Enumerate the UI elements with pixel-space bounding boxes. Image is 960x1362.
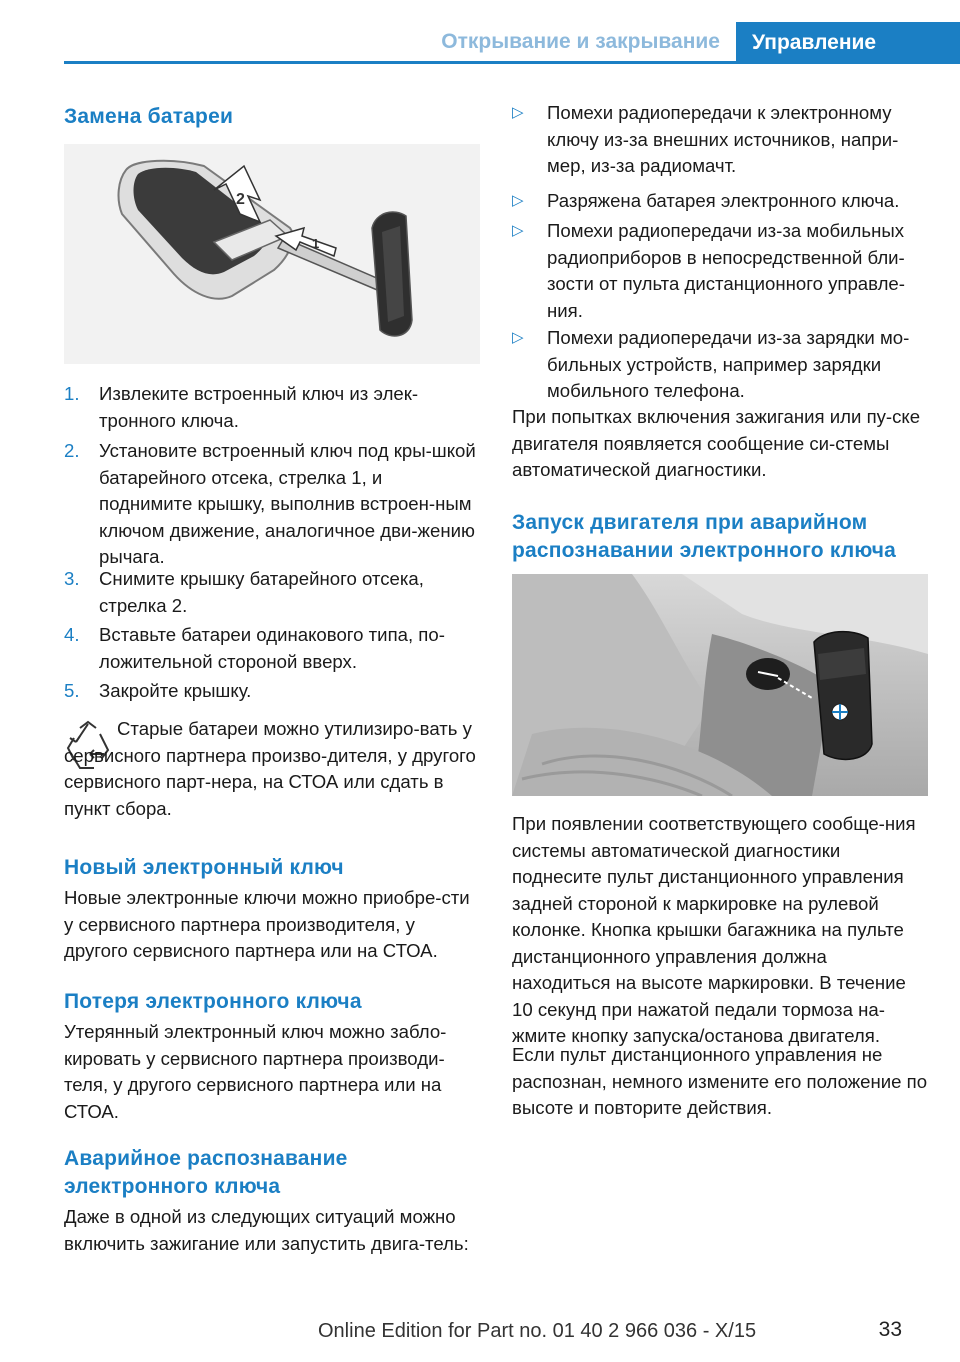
step-number: 3.	[64, 568, 80, 589]
step-item	[64, 566, 480, 619]
bullet-triangle-icon: ▷	[512, 192, 524, 209]
list-item	[512, 218, 928, 324]
battery-title: Замена батареи	[64, 105, 234, 128]
lost-key-title: Потеря электронного ключа	[64, 990, 362, 1013]
list-item-text: Помехи радиопередачи из-за зарядки мо-бильных устройств, например зарядки мобильного телефона.	[547, 327, 910, 401]
step-text: Снимите крышку батарейного отсека, стрелка 2.	[99, 568, 424, 616]
list-item-text: Помехи радиопередачи из-за мобильных радиоприборов в непосредственной бли-зости от пульта дистанционного управле-ния.	[547, 220, 905, 321]
step-number: 5.	[64, 680, 80, 701]
svg-text:1: 1	[312, 236, 320, 251]
header-rule	[64, 61, 960, 64]
step-item	[64, 381, 480, 434]
step-item	[64, 678, 480, 705]
list-item	[512, 325, 928, 405]
step-text: Извлеките встроенный ключ из элек-тронного ключа.	[99, 383, 419, 431]
check-message-text: При попытках включения зажигания или пу-ске двигателя появляется сообщение си-стемы автоматической диагностики.	[512, 406, 921, 480]
list-item	[512, 188, 928, 215]
step-number: 1.	[64, 383, 80, 404]
header-chapter-tab[interactable]: Управление	[736, 22, 960, 64]
edition-footer: Online Edition for Part no. 01 40 2 966 036 - X/15	[318, 1320, 757, 1342]
step-text: Установите встроенный ключ под кры-шкой батарейного отсека, стрелка 1, и поднимите крышку, выполнив встроен-ным ключом движение, аналогичное дви-жению рычага.	[99, 440, 476, 567]
step-text: Вставьте батареи одинакового типа, по-ложительной стороной вверх.	[99, 624, 445, 672]
step-number: 2.	[64, 440, 80, 461]
step-item	[64, 622, 480, 675]
step-number: 4.	[64, 624, 80, 645]
emergency-text: Даже в одной из следующих ситуаций можно включить зажигание или запустить двига-тель:	[64, 1206, 469, 1254]
bullet-triangle-icon: ▷	[512, 104, 524, 121]
list-item-text: Помехи радиопередачи к электронному ключу из-за внешних источников, напри-мер, из-за радиомачт.	[547, 102, 899, 176]
emergency-title: Аварийное распознавание электронного ключа	[64, 1147, 348, 1198]
step-text: Закройте крышку.	[99, 680, 252, 701]
bullet-triangle-icon: ▷	[512, 222, 524, 239]
list-item	[512, 100, 928, 180]
recycle-note: Старые батареи можно утилизиро-вать у сервисного партнера произво-дителя, у другого сервисного парт-нера, на СТОА или сдать в пункт сбора.	[64, 718, 476, 819]
start-instructions: При появлении соответствующего сообще-ния системы автоматической диагностики поднесите пульт дистанционного управления задней стороной к маркировке на рулевой колонке. Кнопка крышки багажника на пульте дистанционного управления должна находиться на высоте маркировки. В течение 10 секунд при нажатой педали тормоза на-жмите кнопку запуска/останова двигателя.	[512, 813, 916, 1046]
svg-text:2: 2	[236, 191, 245, 208]
bullet-triangle-icon: ▷	[512, 329, 524, 346]
list-item-text: Разряжена батарея электронного ключа.	[547, 190, 900, 211]
retry-text: Если пульт дистанционного управления не распознан, немного измените его положение по высоте и повторите действия.	[512, 1044, 928, 1118]
lost-key-text: Утерянный электронный ключ можно забло-кировать у сервисного партнера производи-теля, у другого сервисного партнера или на СТОА.	[64, 1021, 447, 1122]
new-key-title: Новый электронный ключ	[64, 856, 344, 879]
steering-column-figure	[512, 574, 928, 796]
step-item	[64, 438, 480, 571]
key-battery-figure	[64, 144, 480, 364]
start-title: Запуск двигателя при аварийном распознавании электронного ключа	[512, 511, 896, 562]
page-number: 33	[878, 1318, 902, 1341]
header-section-tab[interactable]: Открывание и закрывание	[441, 30, 720, 53]
new-key-text: Новые электронные ключи можно приобре-сти у сервисного партнера производителя, у другого сервисного партнера или на СТОА.	[64, 887, 470, 961]
